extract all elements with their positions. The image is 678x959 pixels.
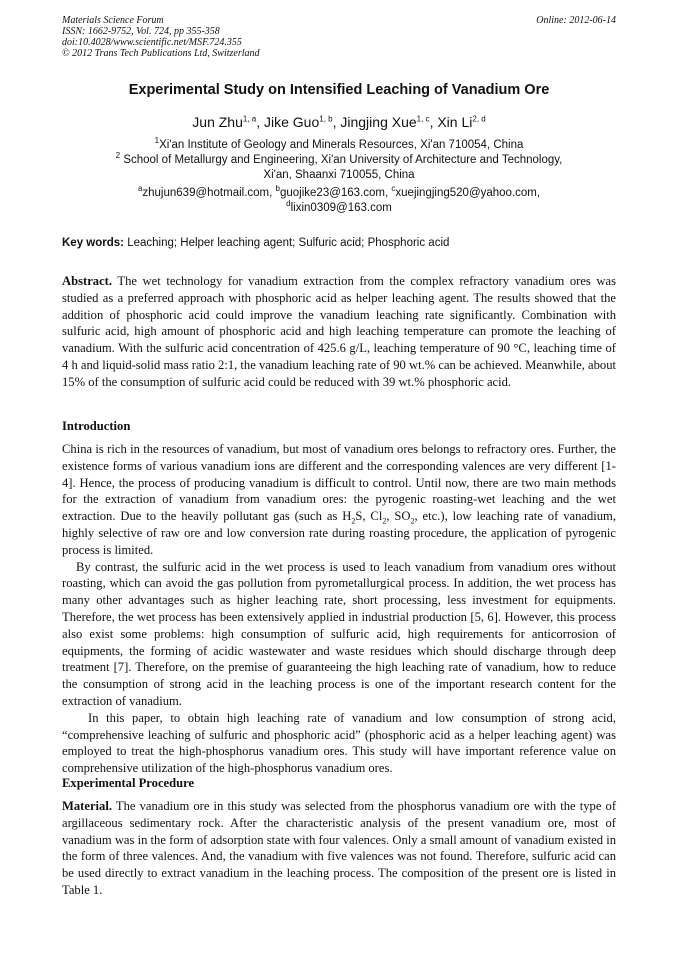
affiliations: [62, 138, 616, 183]
keywords-label: Key words:: [62, 237, 124, 249]
affiliation-2-cont: Xi'an, Shaanxi 710055, China: [263, 169, 415, 181]
intro-paragraph-2: By contrast, the sulfuric acid in the wet process is used to leach vanadium from vanadium ores without roasting, which can avoid the gas pollution from pyrometallurgical process. In addition, the wet process has many other advantages such as higher leaching rate, short processing, less investment for equipments. Therefore, the wet process has been extensively applied in industrial production [5, 6]. However, this process also exist some problems: high consumption of sulfuric acid, high requirements for anticorrosion of equipments, the forming of acidic wastewater and waste residues which should discharge through deep treatment [7]. Therefore, on the premise of guaranteeing the high leaching rate of vanadium, how to reduce the consumption of strong acid in the leaching process is one of the important research content for the extraction of vanadium.: [62, 559, 616, 708]
affil-mark: 2: [115, 151, 121, 161]
abstract: [62, 273, 616, 391]
journal-name: Materials Science Forum: [62, 15, 164, 26]
author-affil-mark: 2, d: [472, 114, 486, 124]
issn-line: ISSN: 1662-9752, Vol. 724, pp 355-358: [62, 26, 220, 37]
intro-paragraph-1: China is rich in the resources of vanadium, but most of vanadium ores belongs to refractory ores. Further, the existence forms of various vanadium ions are different and the corresponding valences are very different [1-4]. Hence, the process of producing vanadium is difficult to control. Until now, there are two main methods for the extraction of vanadium from vanadium ores: the pyrogenic roasting-wet leaching and the wet extraction. Due to the heavily pollutant gas (such as $H_2S$, $Cl_2$, $SO_2$, etc.), low leaching rate of vanadium, highly selective of raw ore and low conversion rate during roasting procedure, the application of pyrogenic process is limited.: [62, 442, 617, 557]
author-list: Jun Zhu$^{1, a}$, Jike Guo$^{1, b}$, Jingjing Xue$^{1, c}$, Xin Li$^{2, d}$: [192, 114, 486, 130]
journal-header: [62, 15, 616, 59]
affiliation-1: [62, 138, 616, 153]
section-heading-introduction: Introduction: [62, 419, 131, 433]
material-text: The vanadium ore in this study was selected from the phosphorus vanadium ore with the type of argillaceous sedimentary rock. After the characteristic analysis of the present vanadium ore, most of vanadium was in the form of adsorption state with four valences. Only a small amount of vanadium existed in the form of three valences. And, the vanadium with five valences was not found. Therefore, sulfuric acid can be used directly to extract vanadium in the leaching process. The composition of the present ore is listed in Table 1.: [62, 799, 617, 897]
affil-text: School of Metallurgy and Engineering, Xi'an University of Architecture and Technology,: [123, 154, 563, 166]
material-label: Material.: [62, 799, 112, 813]
experimental-body: [62, 798, 616, 899]
intro-paragraph-3: In this paper, to obtain high leaching rate of vanadium and low consumption of strong acid, “comprehensive leaching of sulfuric and phosphoric acid” (phosphoric acid as a helper leaching agent) was employed to treat the high-phosphorus vanadium ores. This study will have important reference value on comprehensive utilization of the high-phosphorus vanadium ores.: [62, 710, 616, 776]
section-heading-experimental: Experimental Procedure: [62, 776, 195, 790]
author-name: Jingjing Xue: [340, 114, 417, 130]
author-affil-mark: 1, b: [319, 114, 333, 124]
author-affil-mark: 1, c: [416, 114, 430, 124]
email-link[interactable]: xuejingjing520@yahoo.com,: [395, 187, 541, 199]
affiliation-2: [62, 153, 616, 168]
author-name: Jun Zhu: [192, 114, 243, 130]
email-link[interactable]: zhujun639@hotmail.com,: [142, 187, 273, 199]
author-affil-mark: 1, a: [242, 114, 257, 124]
doi-line: doi:10.4028/www.scientific.net/MSF.724.355: [62, 37, 242, 48]
keywords-text: Leaching; Helper leaching agent; Sulfuric acid; Phosphoric acid: [127, 237, 450, 249]
affil-mark: 1: [154, 136, 160, 146]
email-mark: d: [286, 199, 291, 209]
affil-text: Xi'an Institute of Geology and Minerals Resources, Xi'an 710054, China: [159, 139, 524, 151]
email-mark: c: [391, 184, 396, 194]
abstract-text: The wet technology for vanadium extraction from the complex refractory vanadium ores was studied as a preferred approach with phosphoric acid as helper leaching agent. The results showed that the addition of phosphoric acid could improve the vanadium leaching rate significantly. Combination with sulfuric acid, high amount of phosphoric acid and high leaching temperature can promote the leaching of vanadium. With the sulfuric acid concentration of 425.6 g/L, leaching temperature of 90 °C, leaching time of 4 h and liquid-solid mass ratio 2:1, the vanadium leaching rate of 90 wt.% can be achieved. Meanwhile, about 15% of the consumption of sulfuric acid could be reduced with 39 wt.% phosphoric acid.: [62, 274, 617, 389]
email-mark: a: [137, 184, 143, 194]
email-mark: b: [275, 184, 280, 194]
online-date: Online: 2012-06-14: [536, 15, 616, 26]
keywords: [62, 237, 616, 249]
introduction-body: [62, 441, 616, 777]
copyright-line: © 2012 Trans Tech Publications Ltd, Switzerland: [62, 48, 260, 59]
abstract-label: Abstract.: [62, 274, 113, 288]
email-link[interactable]: guojike23@163.com,: [279, 187, 389, 199]
email-link[interactable]: lixin0309@163.com: [290, 202, 392, 214]
paper-title: Experimental Study on Intensified Leaching of Vanadium Ore: [128, 82, 550, 98]
email-list: [62, 186, 616, 216]
author-name: Jike Guo: [264, 114, 320, 130]
author-name: Xin Li: [437, 114, 473, 130]
